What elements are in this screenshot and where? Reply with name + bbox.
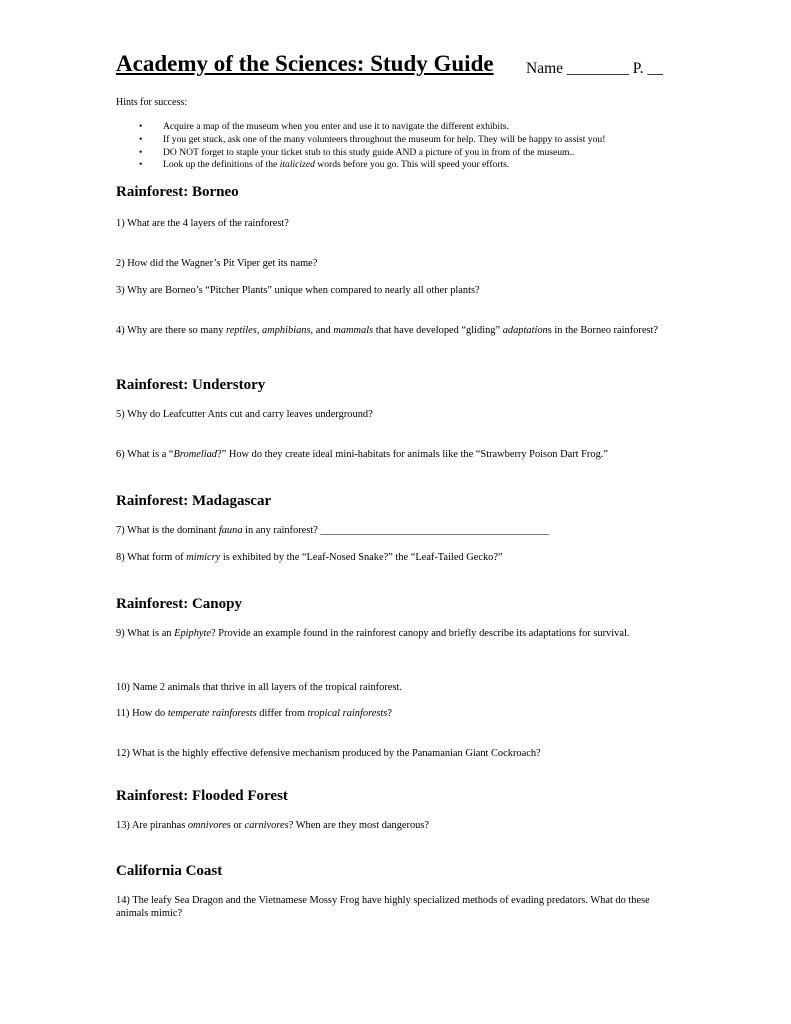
italic-term: omnivore xyxy=(187,820,227,831)
italic-term: reptiles xyxy=(226,325,257,336)
page-title: Academy of the Sciences: Study Guide xyxy=(116,51,494,76)
section-title-canopy: Rainforest: Canopy xyxy=(116,596,242,612)
italic-term: carnivores xyxy=(244,820,289,831)
question-10: 10) Name 2 animals that thrive in all layers of the tropical rainforest. xyxy=(116,682,402,693)
question-13: 13) Are piranhas omnivores or carnivores? When are they most dangerous? xyxy=(116,820,430,831)
name-period-field: Name ________ P. __ xyxy=(526,60,663,77)
italic-term: italicized xyxy=(279,159,315,171)
hints-label: Hints for success: xyxy=(116,97,188,108)
question-2: 2) How did the Wagner’s Pit Viper get its name? xyxy=(116,258,318,269)
hint-item: • Acquire a map of the museum when you enter and use it to navigate the different exhibits. xyxy=(116,121,605,134)
italic-term: Bromeliad xyxy=(173,449,217,460)
hint-item: • If you get stuck, ask one of the many volunteers throughout the museum for help. They will be happy to assist you! xyxy=(116,134,605,147)
italic-term: fauna xyxy=(218,525,243,536)
question-14: 14) The leafy Sea Dragon and the Vietnamese Mossy Frog have highly specialized methods of evading predators. What do these animals mimic? xyxy=(116,895,650,919)
section-title-borneo: Rainforest: Borneo xyxy=(116,184,239,200)
hints-list xyxy=(116,121,605,172)
question-3: 3) Why are Borneo’s “Pitcher Plants” unique when compared to nearly all other plants? xyxy=(116,285,480,296)
question-8: 8) What form of mimicry is exhibited by the “Leaf-Nosed Snake?” the “Leaf-Tailed Gecko?” xyxy=(116,552,503,563)
italic-term: mammals xyxy=(333,325,374,336)
section-title-flooded-forest: Rainforest: Flooded Forest xyxy=(116,788,288,804)
question-5: 5) Why do Leafcutter Ants cut and carry leaves underground? xyxy=(116,409,373,420)
question-6: 6) What is a “Bromeliad?” How do they create ideal mini-habitats for animals like the “Strawberry Poison Dart Frog.” xyxy=(116,449,608,460)
question-1: 1) What are the 4 layers of the rainforest? xyxy=(116,218,289,229)
italic-term: temperate rainforests xyxy=(167,708,257,719)
italic-term: amphibians xyxy=(262,325,311,336)
section-title-madagascar: Rainforest: Madagascar xyxy=(116,493,272,509)
question-9: 9) What is an Epiphyte? Provide an example found in the rainforest canopy and briefly describe its adaptations for survival. xyxy=(116,628,630,639)
italic-term: adaptation xyxy=(502,325,548,336)
section-title-california-coast: California Coast xyxy=(116,863,223,879)
italic-term: Epiphyte xyxy=(174,628,212,639)
question-11: 11) How do temperate rainforests differ from tropical rainforests? xyxy=(116,708,392,719)
question-4: 4) Why are there so many reptiles, amphibians, and mammals that have developed “gliding” adaptations in the Borneo rainforest? xyxy=(116,325,658,336)
hint-item: • Look up the definitions of the italicized words before you go. This will speed your efforts. xyxy=(116,159,605,172)
question-12: 12) What is the highly effective defensive mechanism produced by the Panamanian Giant Cockroach? xyxy=(116,748,541,759)
question-7: 7) What is the dominant fauna in any rainforest? ____________________________________________ xyxy=(116,525,550,536)
section-title-understory: Rainforest: Understory xyxy=(116,377,266,393)
italic-term: tropical rainforests xyxy=(307,708,388,719)
italic-term: mimicry xyxy=(186,552,221,563)
hint-item: • DO NOT forget to staple your ticket stub to this study guide AND a picture of you in from of the museum.. xyxy=(116,147,605,160)
